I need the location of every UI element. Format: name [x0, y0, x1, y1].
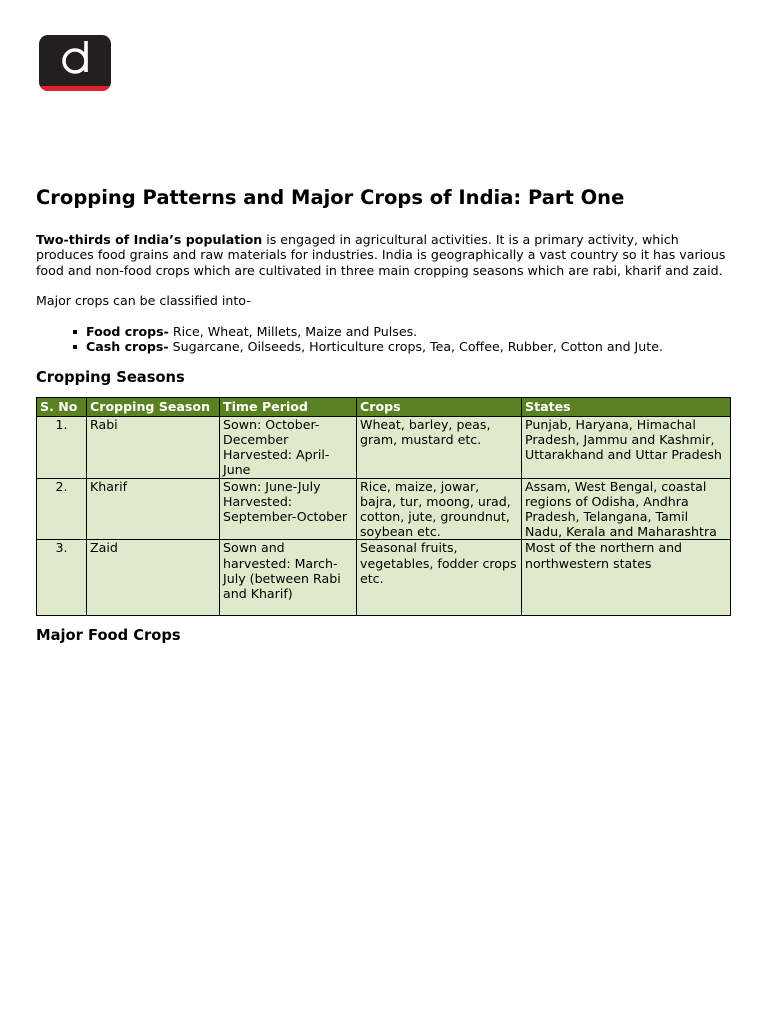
table-cell: Wheat, barley, peas, gram, mustard etc. — [357, 416, 522, 478]
cropping-seasons-table — [36, 397, 731, 617]
table-row — [37, 478, 731, 540]
logo-accent-bar — [39, 86, 111, 91]
table-cell: 2. — [37, 478, 87, 540]
table-cell: Punjab, Haryana, Himachal Pradesh, Jammu and Kashmir, Uttarakhand and Uttar Pradesh — [522, 416, 731, 478]
table-cell: Zaid — [87, 540, 220, 616]
crop-type-label: Food crops- — [86, 324, 169, 340]
column-header: Cropping Season — [87, 397, 220, 416]
list-item — [86, 324, 732, 339]
column-header: S. No — [37, 397, 87, 416]
intro-text: is engaged in agricultural activities. It is a primary activity, which produces food grains and raw materials for industries. India is geographically a vast country so it has various food and non-food crops which are cultivated in three main cropping seasons which are rabi, kharif and zaid. — [36, 232, 726, 278]
crop-type-text: Sugarcane, Oilseeds, Horticulture crops, Tea, Coffee, Rubber, Cotton and Jute. — [168, 339, 663, 355]
column-header: Crops — [357, 397, 522, 416]
intro-bold: Two-thirds of India’s population — [36, 232, 263, 247]
table-cell: Rice, maize, jowar, bajra, tur, moong, urad, cotton, jute, groundnut, soybean etc. — [357, 478, 522, 540]
table-cell: Sown and harvested: March-July (between Rabi and Kharif) — [220, 540, 357, 616]
intro-paragraph — [36, 232, 732, 278]
column-header: States — [522, 397, 731, 416]
table-row — [37, 540, 731, 616]
column-header: Time Period — [220, 397, 357, 416]
bullet-icon — [73, 330, 77, 334]
table-row — [37, 416, 731, 478]
document-content — [36, 185, 732, 655]
table-header-row — [37, 397, 731, 416]
list-item — [86, 339, 732, 354]
table-cell: Most of the northern and northwestern states — [522, 540, 731, 616]
table-cell: Assam, West Bengal, coastal regions of Odisha, Andhra Pradesh, Telangana, Tamil Nadu, Kerala and Maharashtra — [522, 478, 731, 540]
table-cell: Sown: October-December Harvested: April-June — [220, 416, 357, 478]
table-cell: 3. — [37, 540, 87, 616]
table-cell: Kharif — [87, 478, 220, 540]
table-cell: Seasonal fruits, vegetables, fodder crops etc. — [357, 540, 522, 616]
section-heading-food-crops: Major Food Crops — [36, 627, 181, 645]
bullet-icon — [73, 345, 77, 349]
table-cell: 1. — [37, 416, 87, 478]
crop-type-text: Rice, Wheat, Millets, Maize and Pulses. — [168, 324, 418, 340]
page-title: Cropping Patterns and Major Crops of India: Part One — [36, 186, 625, 209]
d-logo-icon — [39, 35, 111, 91]
crop-types-list — [36, 324, 732, 355]
classify-text: Major crops can be classified into- — [36, 292, 251, 308]
section-heading-seasons: Cropping Seasons — [36, 368, 185, 386]
crop-type-label: Cash crops- — [86, 339, 169, 355]
table-cell: Rabi — [87, 416, 220, 478]
table-cell: Sown: June-July Harvested: September-October — [220, 478, 357, 540]
